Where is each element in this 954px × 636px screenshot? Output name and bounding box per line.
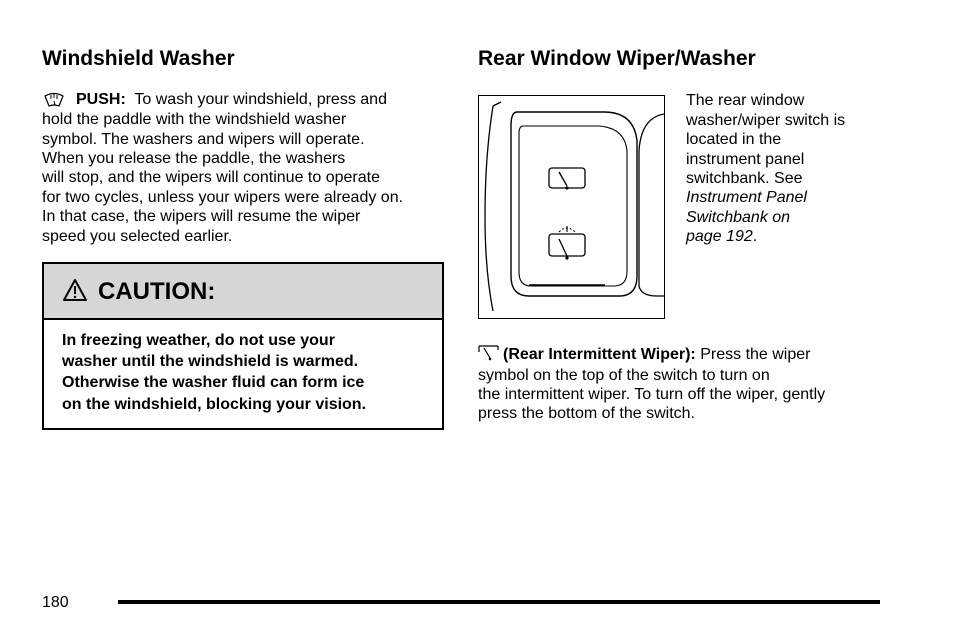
push-body-line: hold the paddle with the windshield washer (42, 111, 347, 128)
warning-triangle-icon (62, 278, 88, 302)
rear-intro-line: located in the (686, 131, 782, 148)
caution-text-line: In freezing weather, do not use your (62, 332, 335, 349)
footer-rule (118, 600, 880, 604)
caution-header (44, 264, 442, 320)
push-body-line: When you release the paddle, the washers (42, 150, 346, 167)
rear-intro-line: instrument panel (686, 151, 805, 168)
push-text-first: To wash your windshield, press and (134, 91, 387, 108)
rear-wiper-switch-illustration (478, 95, 665, 319)
rear-wiper-line: press the bottom of the switch. (478, 405, 695, 422)
page-number: 180 (42, 594, 69, 611)
rear-wiper-line: symbol on the top of the switch to turn on (478, 367, 770, 384)
rear-wiper-line: the intermittent wiper. To turn off the wiper, gently (478, 386, 826, 403)
push-label: PUSH: (76, 91, 126, 108)
windshield-washer-icon (43, 91, 65, 109)
rear-intro-line: washer/wiper switch is (686, 112, 846, 129)
rear-wiper-first-line (503, 345, 810, 364)
rear-wiper-heading: Rear Window Wiper/Washer (478, 47, 756, 70)
caution-box (42, 262, 444, 430)
rear-wiper-icon (478, 343, 500, 361)
period: . (752, 228, 758, 245)
push-body-line: will stop, and the wipers will continue to operate (42, 169, 380, 186)
rear-wiper-label: (Rear Intermittent Wiper): (503, 346, 696, 363)
switchbank-link-last-line (686, 227, 757, 246)
caution-title: CAUTION: (98, 278, 216, 305)
switchbank-link[interactable]: Switchbank on (686, 209, 791, 226)
push-paragraph-first-line (76, 90, 387, 109)
rear-intro-line: The rear window (686, 92, 805, 109)
caution-text-line: on the windshield, blocking your vision. (62, 396, 367, 413)
windshield-washer-heading: Windshield Washer (42, 47, 235, 70)
rear-intro-line: switchbank. See (686, 170, 803, 187)
page-reference-link[interactable]: page 192 (686, 228, 753, 245)
push-body-line: In that case, the wipers will resume the wiper (42, 208, 361, 225)
switchbank-link[interactable]: Instrument Panel (686, 189, 807, 206)
rear-wiper-text-first: Press the wiper (700, 346, 811, 363)
caution-text-line: washer until the windshield is warmed. (62, 353, 359, 370)
push-body-line: symbol. The washers and wipers will operate. (42, 131, 365, 148)
push-body-line: speed you selected earlier. (42, 228, 233, 245)
caution-text-line: Otherwise the washer fluid can form ice (62, 374, 365, 391)
push-body-line: for two cycles, unless your wipers were already on. (42, 189, 404, 206)
